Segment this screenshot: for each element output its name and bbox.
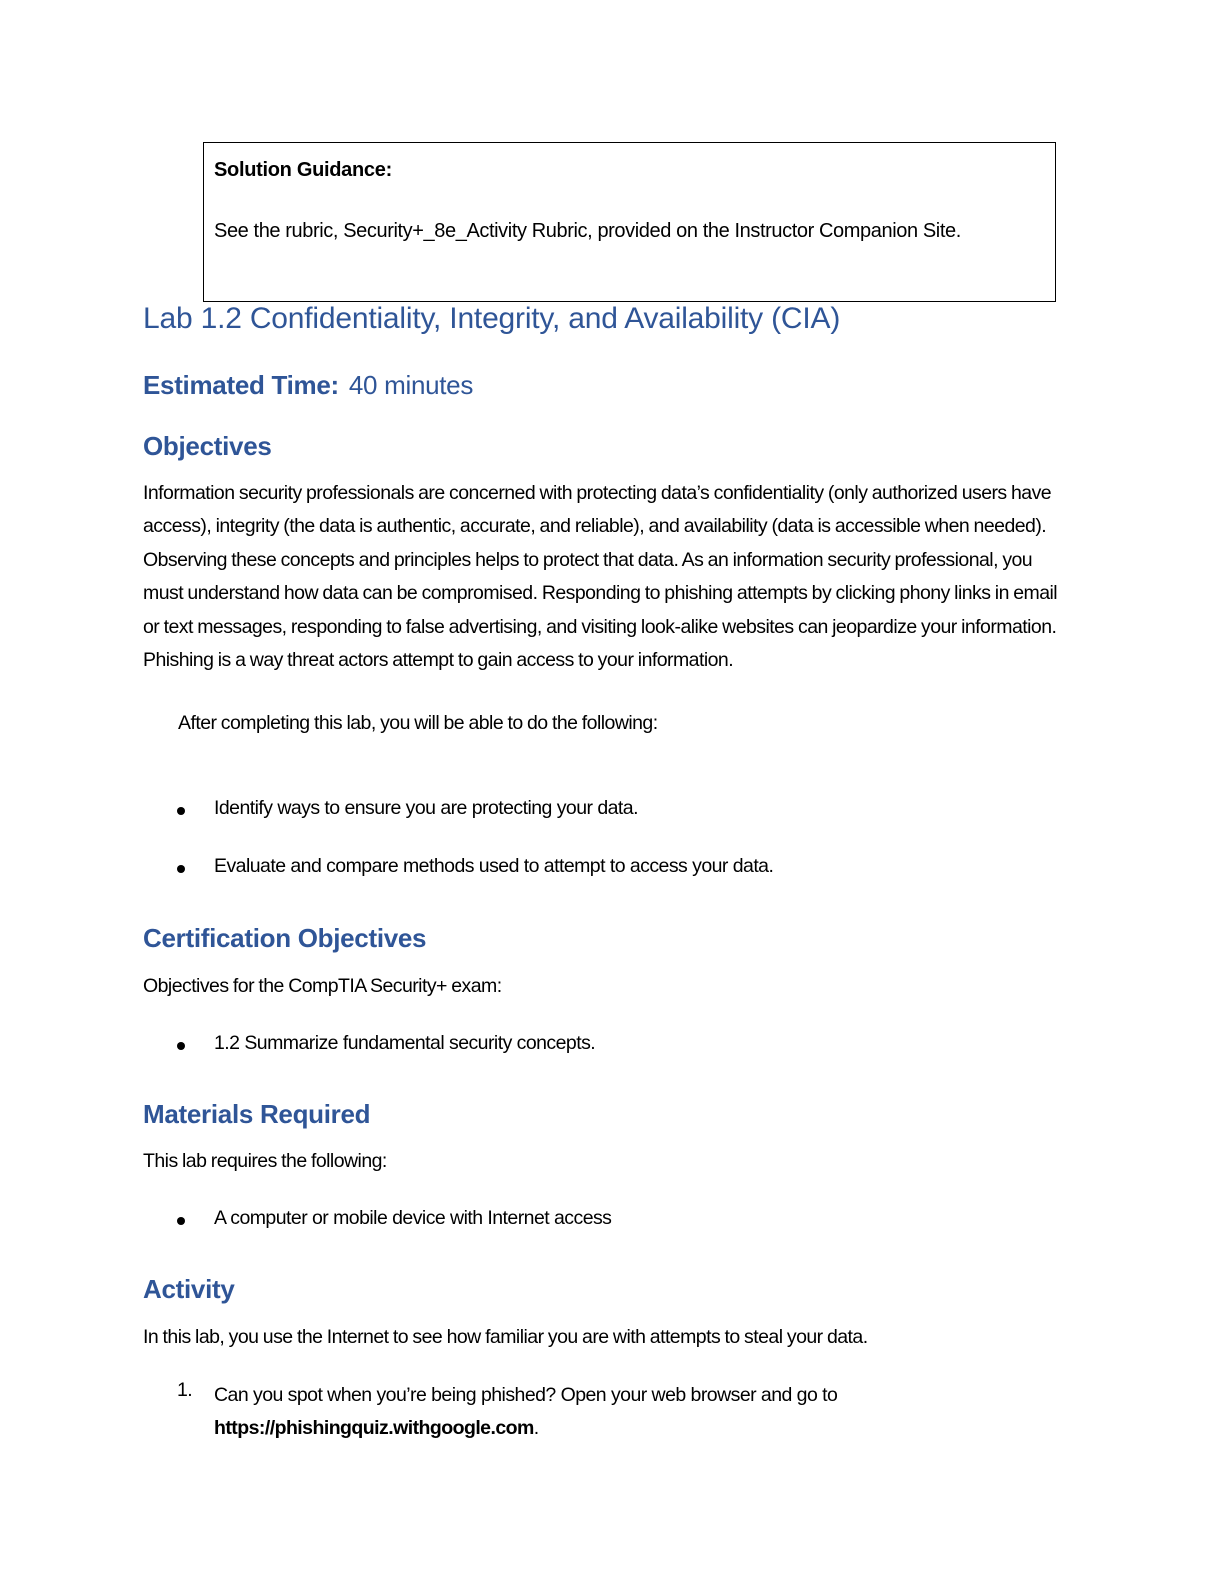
lab-title: Lab 1.2 Confidentiality, Integrity, and Availability (CIA) [143,302,841,335]
solution-guidance-title: Solution Guidance: [214,159,392,181]
estimated-time-label: Estimated Time: [143,370,339,400]
objectives-paragraph: Information security professionals are concerned with protecting data’s confidentiality (only authorized users have access), integrity (the data is authentic, accurate, and reliable), and availability (data is accessible when needed). Observing these concepts and principles helps to protect that data. As an information security professional, you must understand how data can be compromised. Responding to phishing attempts by clicking phony links in email or text messages, responding to false advertising, and visiting look-alike websites can jeopardize your information. Phishing is a way threat actors attempt to gain access to your information. [143,482,1058,672]
activity-intro: In this lab, you use the Internet to see how familiar you are with attempts to steal your data. [143,1326,868,1348]
phishing-quiz-link[interactable]: https://phishingquiz.withgoogle.com [214,1417,534,1439]
estimated-time [143,370,473,401]
materials-intro: This lab requires the following: [143,1150,387,1172]
activity-heading: Activity [143,1274,235,1304]
solution-guidance-text: See the rubric, Security+_8e_Activity Rubric, provided on the Instructor Companion Site. [214,220,961,242]
objectives-heading: Objectives [143,431,272,461]
bullet-icon [177,807,185,815]
document-page: Solution Guidance: See the rubric, Security+_8e_Activity Rubric, provided on the Instructor Companion Site. Lab 1.2 Confidentiality, Integrity, and Availability (CIA) Estimated Time: 40 minutes Objectives Information security professionals are concerned with protecting data’s confidentiality (only authorized users have access), integrity (the data is authentic, accurate, and reliable), and availability (data is accessible when needed). Observing these concepts and principles helps to protect that data. As an information security professional, you must understand how data can be compromised. Responding to phishing attempts by clicking phony links in email or text messages, responding to false advertising, and visiting look-alike websites can jeopardize your information. Phishing is a way threat actors attempt to gain access to your information. After completing this lab, you will be able to do the following: Identify ways to ensure you are protecting your data. Evaluate and compare methods used to attempt to access your data. Certification Objectives Objectives for the CompTIA Security+ exam: 1.2 Summarize fundamental security concepts. Materials Required This lab requires the following: A computer or mobile device with Internet access Activity In this lab, you use the Internet to see how familiar you are with attempts to steal your data. 1. Can you spot when you’re being phished? Open your web browser and go to https://phishingquiz.withgoogle.com. [0,0,1224,1584]
step-text: Can you spot when you’re being phished? Open your web browser and go to [214,1384,838,1406]
step-number: 1. [177,1379,193,1401]
certification-heading: Certification Objectives [143,923,427,953]
solution-guidance-box [203,142,1056,302]
bullet-icon [177,865,185,873]
estimated-time-value: 40 minutes [348,370,474,400]
bullet-icon [177,1217,185,1225]
bullet-icon [177,1042,185,1050]
objectives-intro: After completing this lab, you will be able to do the following: [178,712,658,734]
certification-intro: Objectives for the CompTIA Security+ exam: [143,975,502,997]
materials-heading: Materials Required [143,1099,371,1129]
